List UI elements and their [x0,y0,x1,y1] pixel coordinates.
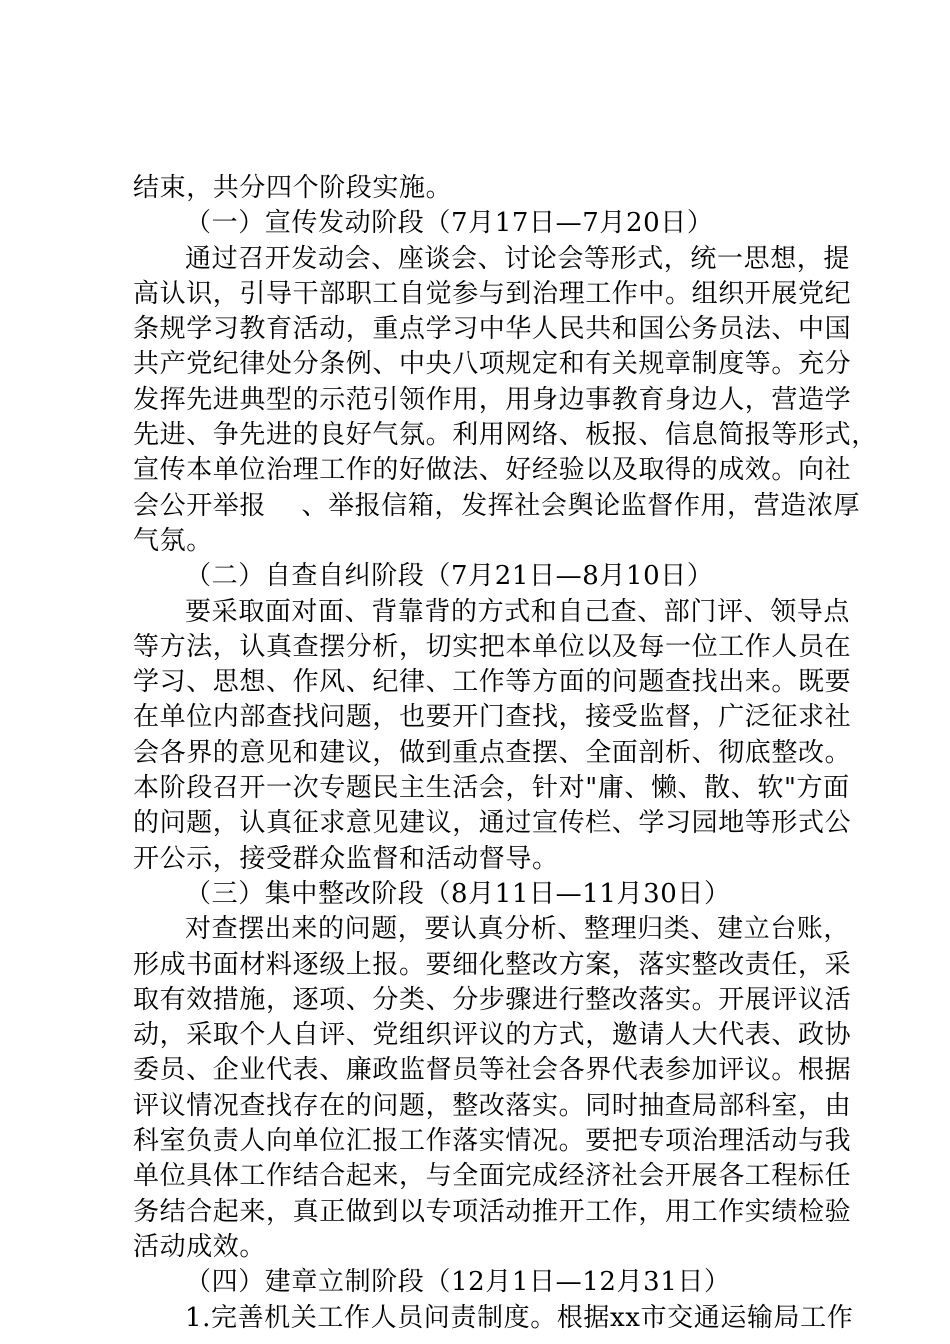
paragraph-line: 结束，共分四个阶段实施。 [133,173,453,203]
document-body [133,171,878,1336]
paragraph-line: 先进、争先进的良好气氛。利用网络、板报、信息简报等形式， [133,420,878,451]
paragraph-line: 开公示，接受群众监督和活动督导。 [133,843,559,874]
paragraph-line: 等方法，认真查摆分析，切实把本单位以及每一位工作人员在 [133,631,852,662]
paragraph-line: 动，采取个人自评、党组织评议的方式，邀请人大代表、政协 [133,1020,852,1051]
paragraph-line: 通过召开发动会、座谈会、讨论会等形式，统一思想，提 [185,243,851,274]
paragraph-line: 务结合起来，真正做到以专项活动推开工作，用工作实绩检验 [133,1196,852,1227]
paragraph-line: 取有效措施，逐项、分类、分步骤进行整改落实。开展评议活 [133,984,852,1015]
paragraph-line: 本阶段召开一次专题民主生活会，针对"庸、懒、散、软"方面 [133,773,850,804]
paragraph-line: 委员、企业代表、廉政监督员等社会各界代表参加评议。根据 [133,1055,852,1086]
paragraph-line: 要采取面对面、背靠背的方式和自己查、部门评、领导点 [185,596,851,627]
paragraph-line: 宣传本单位治理工作的好做法、好经验以及取得的成效。向社 [133,455,852,486]
paragraph-line: 会公开举报 、举报信箱，发挥社会舆论监督作用，营造浓厚 [133,490,861,521]
paragraph-line: 气氛。 [133,525,213,556]
paragraph-line: 条规学习教育活动，重点学习中华人民共和国公务员法、中国 [133,314,852,345]
paragraph-line: 单位具体工作结合起来，与全面完成经济社会开展各工程标任 [133,1161,852,1192]
paragraph-line: 1.完善机关工作人员问责制度。根据xx市交通运输局工作 [185,1302,854,1333]
section-heading-1: （一）宣传发动阶段（7月17日—7月20日） [185,208,714,239]
paragraph-line: 发挥先进典型的示范引领作用，用身边事教育身边人，营造学 [133,384,852,415]
paragraph-line: 的问题，认真征求意见建议，通过宣传栏、学习园地等形式公 [133,808,852,839]
paragraph-line: 共产党纪律处分条例、中央八项规定和有关规章制度等。充分 [133,349,852,380]
section-heading-2: （二）自查自纠阶段（7月21日—8月10日） [185,561,714,592]
section-heading-4: （四）建章立制阶段（12月1日—12月31日） [185,1267,731,1298]
paragraph-line: 活动成效。 [133,1231,267,1262]
paragraph-line: 评议情况查找存在的问题，整改落实。同时抽查局部科室，由 [133,1090,852,1121]
paragraph-line: 形成书面材料逐级上报。要细化整改方案，落实整改责任，采 [133,949,852,980]
paragraph-line: 对查摆出来的问题，要认真分析、整理归类、建立台账， [185,914,851,945]
paragraph-line: 高认识，引导干部职工自觉参与到治理工作中。组织开展党纪 [133,278,852,309]
paragraph-line: 会各界的意见和建议，做到重点查摆、全面剖析、彻底整改。 [133,737,852,768]
section-heading-3: （三）集中整改阶段（8月11日—11月30日） [185,878,731,909]
paragraph-line: 科室负责人向单位汇报工作落实情况。要把专项治理活动与我 [133,1126,852,1157]
paragraph-line: 在单位内部查找问题，也要开门查找，接受监督，广泛征求社 [133,702,852,733]
paragraph-line: 学习、思想、作风、纪律、工作等方面的问题查找出来。既要 [133,667,852,698]
